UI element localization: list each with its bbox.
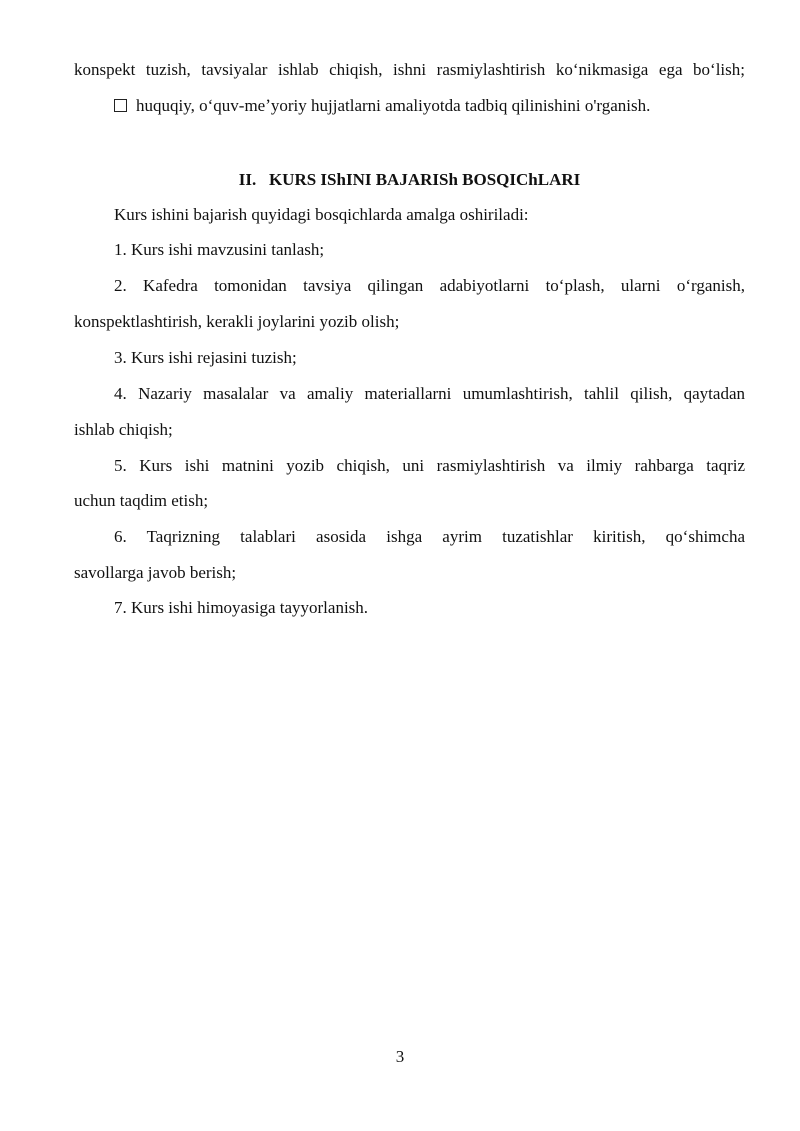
step-5-line-1: 5. Kurs ishi matnini yozib chiqish, uni rasmiylashtirish va ilmiy rahbarga taqriz [114, 456, 745, 475]
step-6-line-2: savollarga javob berish; [74, 563, 237, 582]
page-number: 3 [395, 1047, 405, 1066]
step-6-line-1: 6. Taqrizning talablari asosida ishga ayrim tuzatishlar kiritish, qoʻshimcha [114, 527, 745, 546]
bullet-item [114, 96, 650, 116]
continuation-text: konspekt tuzish, tavsiyalar ishlab chiqish, ishni rasmiylashtirish koʻnikmasiga ega boʻlish; [74, 60, 745, 79]
step-4-line-2: ishlab chiqish; [74, 420, 173, 439]
step-1: 1. Kurs ishi mavzusini tanlash; [114, 240, 325, 259]
step-3: 3. Kurs ishi rejasini tuzish; [114, 348, 297, 367]
step-2-line-1: 2. Kafedra tomonidan tavsiya qilingan adabiyotlarni toʻplash, ularni oʻrganish, [114, 276, 745, 295]
step-5-line-2: uchun taqdim etish; [74, 491, 209, 510]
step-4-line-1: 4. Nazariy masalalar va amaliy materiallarni umumlashtirish, tahlil qilish, qaytadan [114, 384, 745, 403]
step-7: 7. Kurs ishi himoyasiga tayyorlanish. [114, 598, 369, 617]
step-2-line-2: konspektlashtirish, kerakli joylarini yozib olish; [74, 312, 400, 331]
section-intro: Kurs ishini bajarish quyidagi bosqichlarda amalga oshiriladi: [114, 205, 529, 224]
section-heading: II. KURS IShINI BAJARISh BOSQIChLARI [238, 170, 581, 189]
bullet-item-text: huquqiy, oʻquv-meʼyoriy hujjatlarni amaliyotda tadbiq qilinishini o'rganish. [136, 96, 651, 115]
checkbox-square-icon [114, 99, 127, 112]
